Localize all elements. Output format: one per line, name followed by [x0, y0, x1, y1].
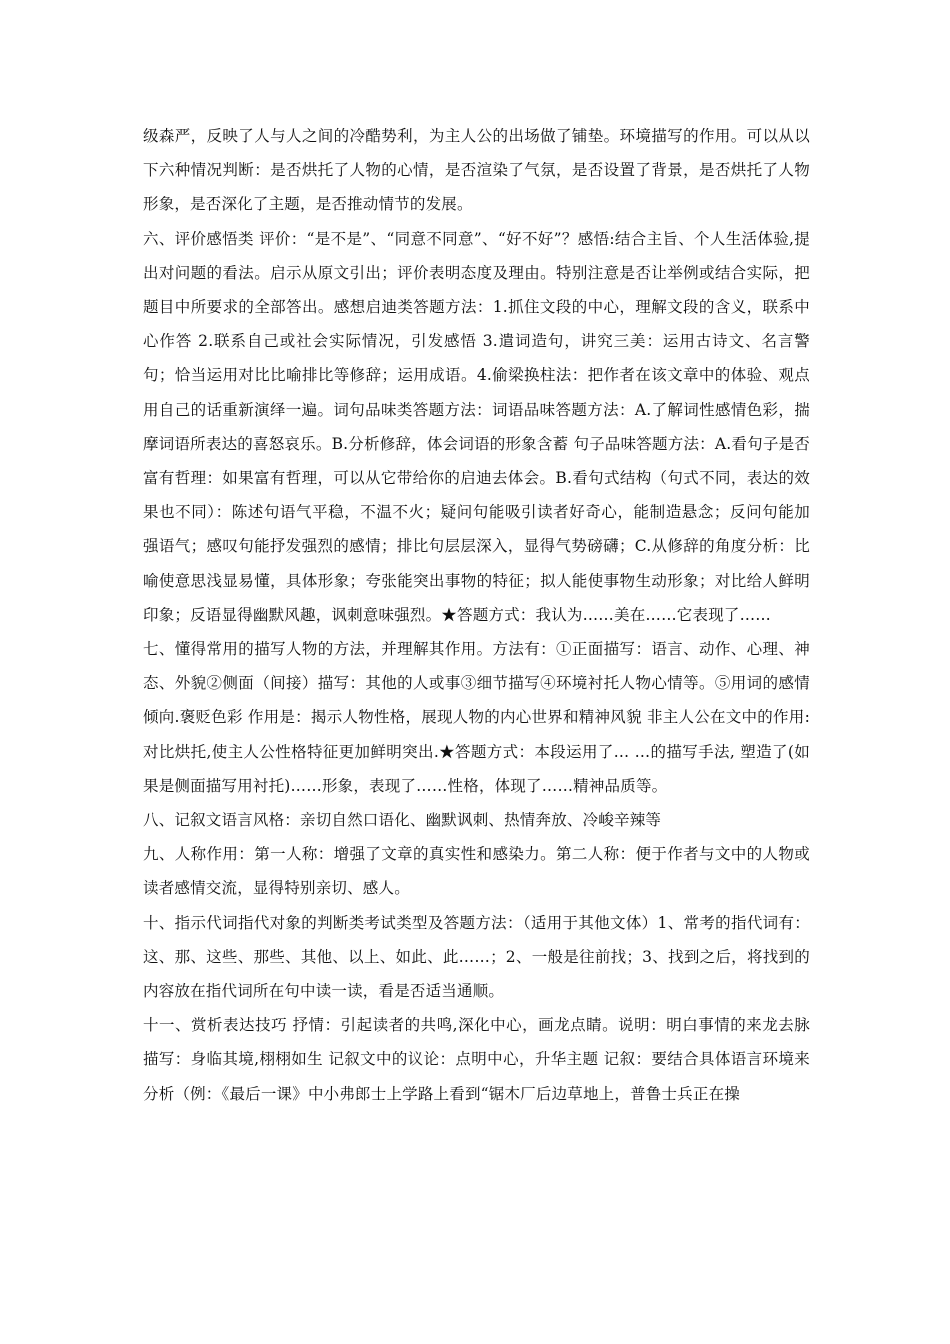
paragraph-environment-description: 级森严，反映了人与人之间的冷酷势利，为主人公的出场做了铺垫。环境描写的作用。可以从以下六种情况判断：是否烘托了人物的心情，是否渲染了气氛，是否设置了背景，是否烘托了人物形象，是否深化了主题，是否推动情节的发展。: [143, 127, 810, 214]
document-body: [143, 119, 810, 1111]
paragraph-section-11-expression-techniques: 十一、赏析表达技巧 抒情：引起读者的共鸣,深化中心，画龙点睛。说明：明白事情的来龙去脉 描写：身临其境,栩栩如生 记叙文中的议论：点明中心，升华主题 记叙：要结合具体语言环境来分析（例：《最后一课》中小弗郎士上学路上看到“锯木厂后边草地上，普鲁士兵正在操: [143, 1016, 810, 1103]
paragraph-section-9-person: 九、人称作用：第一人称：增强了文章的真实性和感染力。第二人称：便于作者与文中的人物或读者感情交流，显得特别亲切、感人。: [143, 845, 810, 898]
paragraph-section-6-evaluation: 六、评价感悟类 评价：“是不是”、“同意不同意”、“好不好”？感悟:结合主旨、个人生活体验,提出对问题的看法。启示从原文引出；评价表明态度及理由。特别注意是否让举例或结合实际，把题目中所要求的全部答出。感想启迪类答题方法：1.抓住文段的中心，理解文段的含义，联系中心作答 2.联系自己或社会实际情况，引发感悟 3.遣词造句，讲究三美：运用古诗文、名言警句；恰当运用对比比喻排比等修辞；运用成语。4.偷梁换柱法：把作者在该文章中的体验、观点用自己的话重新演绎一遍。词句品味类答题方法：词语品味答题方法：A.了解词性感情色彩，揣摩词语所表达的喜怒哀乐。B.分析修辞，体会词语的形象含蓄 句子品味答题方法：A.看句子是否富有哲理：如果富有哲理，可以从它带给你的启迪去体会。B.看句式结构（句式不同，表达的效果也不同）：陈述句语气平稳，不温不火；疑问句能吸引读者好奇心，能制造悬念；反问句能加强语气；感叹句能抒发强烈的感情；排比句层层深入，显得气势磅礴；C.从修辞的角度分析：比喻使意思浅显易懂，具体形象；夸张能突出事物的特征；拟人能使事物生动形象；对比给人鲜明印象；反语显得幽默风趣，讽刺意味强烈。★答题方式：我认为……美在……它表现了……: [143, 229, 810, 624]
paragraph-section-7-character-description: 七、懂得常用的描写人物的方法，并理解其作用。方法有：①正面描写：语言、动作、心理、神态、外貌②侧面（间接）描写：其他的人或事③细节描写④环境衬托人物心情等。⑤用词的感情倾向.褒贬色彩 作用是：揭示人物性格，展现人物的内心世界和精神风貌 非主人公在文中的作用:对比烘托,使主人公性格特征更加鲜明突出.★答题方式：本段运用了… …的描写手法, 塑造了(如果是侧面描写用衬托)……形象，表现了……性格，体现了……精神品质等。: [143, 640, 810, 795]
paragraph-section-10-demonstrative-pronouns: 十、指示代词指代对象的判断类考试类型及答题方法：（适用于其他文体）1、常考的指代词有：这、那、这些、那些、其他、以上、如此、此……；2、一般是往前找；3、找到之后，将找到的内容放在指代词所在句中读一读，看是否适当通顺。: [143, 913, 810, 1001]
paragraph-section-8-language-style: 八、记叙文语言风格：亲切自然口语化、幽默讽刺、热情奔放、冷峻辛辣等: [143, 811, 662, 830]
